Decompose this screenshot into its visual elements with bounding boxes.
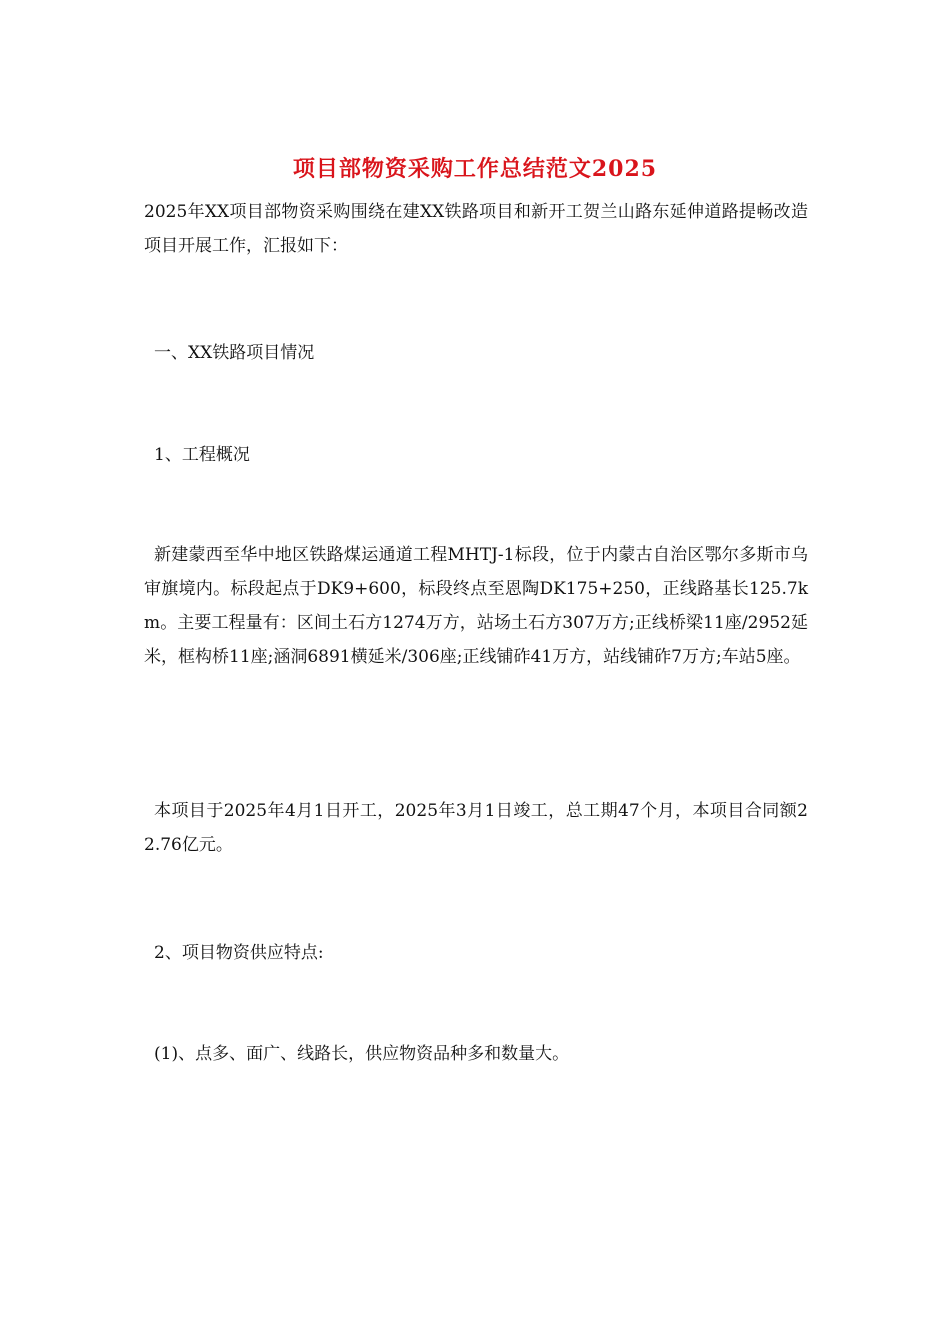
subsection-heading-supply: 2、项目物资供应特点: — [154, 943, 324, 963]
list-item-supply-1: (1)、点多、面广、线路长，供应物资品种多和数量大。 — [154, 1044, 570, 1064]
overview-text: 新建蒙西至华中地区铁路煤运通道工程MHTJ-1标段，位于内蒙古自治区鄂尔多斯市乌审旗境内。标段起点于DK9+600，标段终点至恩陶DK175+250，正线路基长125.7km。主要工程量有：区间土石方1274万方，站场土石方307万方;正线桥梁11座/2952延米，框构桥11座;涵洞6891横延米/306座;正线铺砟41万方，站线铺砟7万方;车站5座。 — [144, 545, 808, 667]
document-title: 项目部物资采购工作总结范文2025 — [292, 156, 658, 182]
subsection-heading-overview: 1、工程概况 — [154, 445, 250, 465]
section-heading-railway: 一、XX铁路项目情况 — [154, 343, 315, 363]
overview-paragraph — [144, 538, 808, 674]
intro-paragraph: 2025年XX项目部物资采购围绕在建XX铁路项目和新开工贺兰山路东延伸道路提畅改造项目开展工作，汇报如下： — [144, 202, 808, 256]
schedule-paragraph — [144, 794, 808, 862]
schedule-text: 本项目于2025年4月1日开工，2025年3月1日竣工，总工期47个月，本项目合同额22.76亿元。 — [144, 801, 808, 855]
